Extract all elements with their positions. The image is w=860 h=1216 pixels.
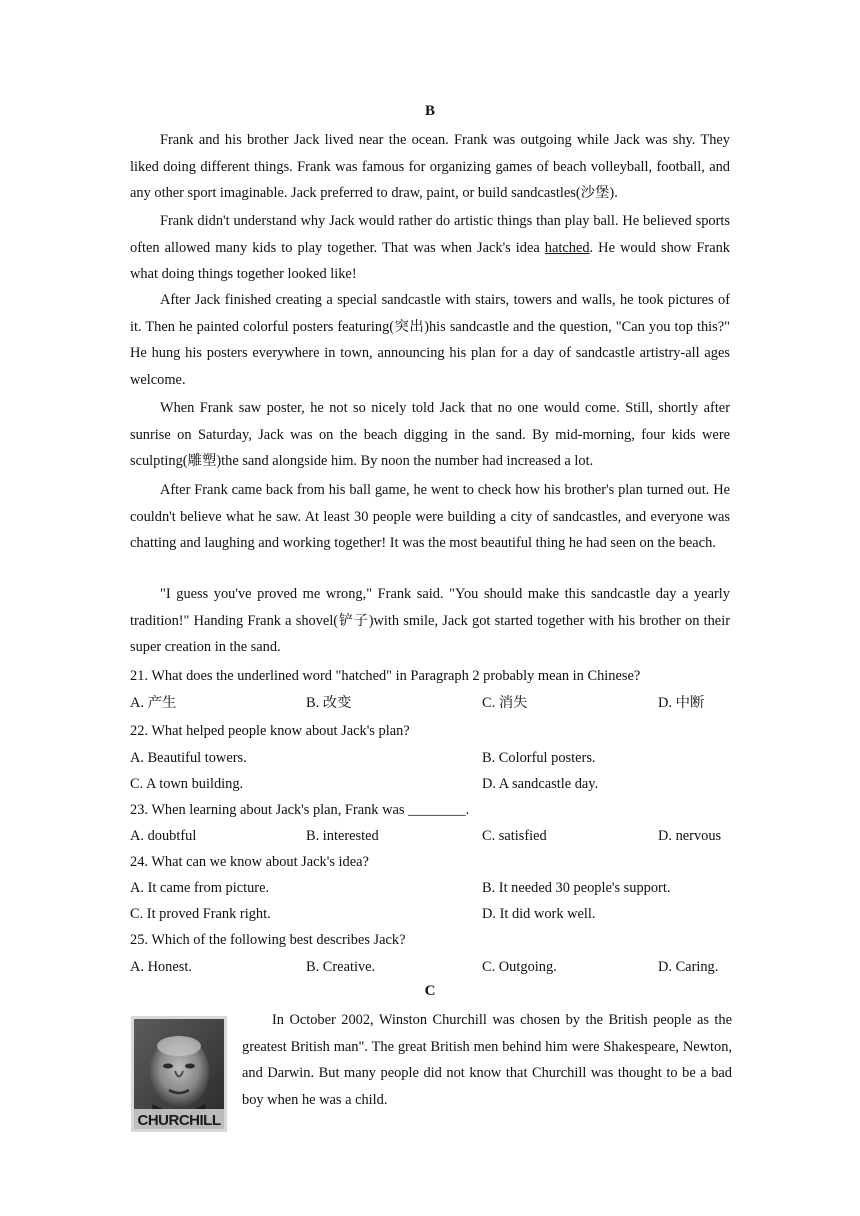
paragraph-5: After Frank came back from his ball game, he went to check how his brother's plan turned out. He couldn't believe what he saw. At least 30 people were building a city of sandcastles, and everyone was chatting and laughing and working together! It was the most beautiful thing he had seen on the beach. [130, 482, 730, 551]
question-22-options-row-1 [130, 745, 750, 771]
option-a[interactable]: A. It came from picture. [130, 880, 270, 896]
question-21: 21. What does the underlined word "hatched" in Paragraph 2 probably mean in Chinese? [130, 668, 641, 684]
option-a[interactable]: A. 产生 [130, 695, 177, 711]
option-b[interactable]: B. interested [306, 828, 379, 844]
question-25-options [130, 954, 750, 980]
option-a[interactable]: A. Honest. [130, 959, 192, 975]
option-c[interactable]: C. A town building. [130, 776, 244, 792]
section-c-heading: C [424, 983, 436, 999]
paragraph-3: After Jack finished creating a special sandcastle with stairs, towers and walls, he took pictures of it. Then he painted colorful posters featuring(突出)his sandcastle and the question, "Can you top this?" He hung his posters everywhere in town, announcing his plan for a day of sandcastle artistry-all ages welcome. [130, 292, 730, 388]
paragraph-4: When Frank saw poster, he not so nicely told Jack that no one would come. Still, shortly after sunrise on Saturday, Jack was on the beach digging in the sand. By mid-morning, four kids were sculpting(雕塑)the sand alongside him. By noon the number had increased a lot. [130, 400, 730, 469]
question-21-options [130, 690, 750, 716]
paragraph-2: Frank didn't understand why Jack would rather do artistic things than play ball. He believed sports often allowed many kids to play together. That was when Jack's idea hatched. He would show Frank what doing things together looked like! [130, 213, 730, 282]
option-d[interactable]: D. A sandcastle day. [482, 776, 599, 792]
photo-caption: CHURCHILL [137, 1112, 221, 1129]
question-24-options-row-1 [130, 875, 750, 901]
question-22-options-row-2 [130, 771, 750, 797]
option-c[interactable]: C. It proved Frank right. [130, 906, 271, 922]
question-24-options-row-2 [130, 901, 750, 927]
option-a[interactable]: A. doubtful [130, 828, 197, 844]
option-c[interactable]: C. satisfied [482, 828, 547, 844]
paragraph-6: "I guess you've proved me wrong," Frank said. "You should make this sandcastle day a yearly tradition!" Handing Frank a shovel(铲子)with smile, Jack got started together with his brother on their super creation in the sand. [130, 586, 730, 655]
question-23-options [130, 823, 750, 849]
question-22: 22. What helped people know about Jack's plan? [130, 723, 410, 739]
option-d[interactable]: D. It did work well. [482, 906, 596, 922]
section-b-heading: B [424, 103, 435, 119]
option-c[interactable]: C. 消失 [482, 695, 528, 711]
question-24: 24. What can we know about Jack's idea? [130, 854, 369, 870]
option-c[interactable]: C. Outgoing. [482, 959, 557, 975]
option-b[interactable]: B. 改变 [306, 695, 352, 711]
option-b[interactable]: B. Creative. [306, 959, 376, 975]
option-d[interactable]: D. Caring. [658, 959, 719, 975]
option-d[interactable]: D. 中断 [658, 695, 705, 711]
option-a[interactable]: A. Beautiful towers. [130, 750, 247, 766]
paragraph-1: Frank and his brother Jack lived near the ocean. Frank was outgoing while Jack was shy. They liked doing different things. Frank was famous for organizing games of beach volleyball, football, and any other sport imaginable. Jack preferred to draw, paint, or build sandcastles(沙堡). [130, 132, 730, 201]
option-b[interactable]: B. It needed 30 people's support. [482, 880, 671, 896]
portrait-graphic [131, 1016, 227, 1132]
option-b[interactable]: B. Colorful posters. [482, 750, 596, 766]
question-25: 25. Which of the following best describes Jack? [130, 932, 406, 948]
section-c-paragraph: In October 2002, Winston Churchill was chosen by the British people as the greatest British man". The great British men behind him were Shakespeare, Newton, and Darwin. But many people did not know that Churchill was thought to be a bad boy when he was a child. [242, 1012, 732, 1108]
question-23: 23. When learning about Jack's plan, Frank was ________. [130, 802, 470, 818]
option-d[interactable]: D. nervous [658, 828, 722, 844]
churchill-portrait-photo [131, 1016, 227, 1132]
underlined-word-hatched: hatched [544, 239, 590, 256]
